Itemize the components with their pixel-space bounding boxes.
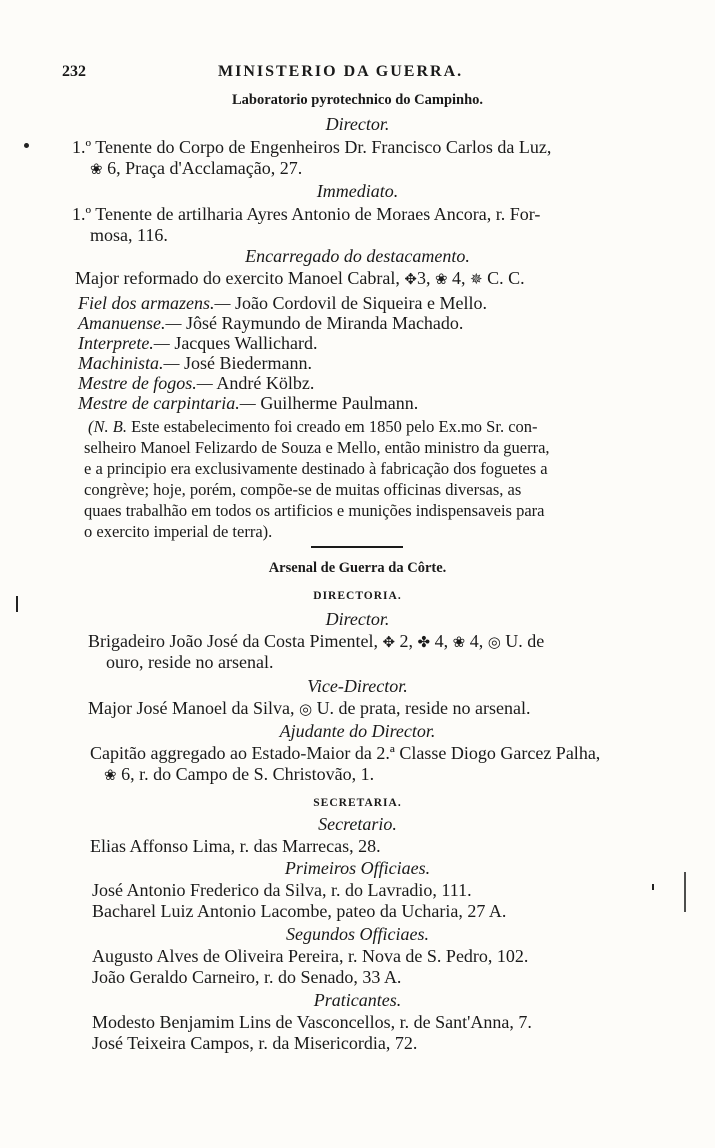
ajudante-heading: Ajudante do Director. bbox=[279, 721, 436, 741]
encarregado-heading: Encarregado do destacamento. bbox=[245, 246, 470, 266]
list-item: João Geraldo Carneiro, r. do Senado, 33 A. bbox=[92, 967, 402, 987]
decoration-value: 2, bbox=[399, 631, 414, 651]
vice-tail: U. de prata, reside no arsenal. bbox=[316, 698, 531, 718]
cross-decoration-icon: ✥ bbox=[404, 270, 417, 288]
primeiros-heading: Primeiros Officiaes. bbox=[284, 858, 431, 878]
vice-text: Major José Manoel da Silva, bbox=[88, 698, 295, 718]
note-text: Este estabelecimento foi creado em 1850 pelo Ex.mo Sr. con- bbox=[131, 417, 538, 436]
section-title-laboratorio: Laboratorio pyrotechnico do Campinho. bbox=[231, 92, 484, 108]
secretaria-heading: SECRETARIA. bbox=[313, 797, 402, 809]
ajudante-entry-cont bbox=[104, 764, 374, 785]
scan-speck bbox=[24, 143, 29, 148]
rose-decoration-icon: ❀ bbox=[452, 633, 466, 651]
rose-decoration-icon: ❀ bbox=[434, 270, 448, 288]
note-line: e a principio era exclusivamente destinado à fabricação dos foguetes a bbox=[84, 459, 548, 478]
note-line: quaes trabalhão em todos os artificios e munições indispensaveis para bbox=[84, 501, 545, 520]
running-title: MINISTERIO DA GUERRA. bbox=[218, 63, 464, 80]
section-title-arsenal: Arsenal de Guerra da Côrte. bbox=[268, 560, 447, 576]
decoration-value: C. C. bbox=[487, 268, 525, 288]
staff-role: Amanuense.— bbox=[78, 313, 182, 333]
staff-role: Fiel dos armazens.— bbox=[78, 293, 231, 313]
cross-decoration-icon: ✥ bbox=[382, 633, 396, 651]
decoration-value: 4, bbox=[434, 631, 449, 651]
staff-row bbox=[78, 393, 418, 413]
staff-name: Guilherme Paulmann. bbox=[260, 393, 419, 413]
vice-director-entry bbox=[88, 698, 530, 719]
directoria-heading: DIRECTORIA. bbox=[313, 590, 402, 602]
staff-row bbox=[78, 333, 317, 353]
list-item: José Teixeira Campos, r. da Misericordia, 72. bbox=[92, 1033, 418, 1053]
rose-decoration-icon: ❀ bbox=[104, 766, 117, 784]
encarregado-text: Major reformado do exercito Manoel Cabral, bbox=[75, 268, 400, 288]
staff-role: Interprete.— bbox=[78, 333, 170, 353]
note-label: (N. B. bbox=[88, 417, 127, 436]
ajudante-entry: Capitão aggregado ao Estado-Maior da 2.ª Classe Diogo Garcez Palha, bbox=[90, 743, 601, 763]
immediato-entry: 1.º Tenente de artilharia Ayres Antonio de Moraes Ancora, r. For- bbox=[72, 204, 541, 224]
praticantes-heading: Praticantes. bbox=[313, 990, 402, 1010]
page-number: 232 bbox=[62, 63, 86, 80]
director-entry: 1.º Tenente do Corpo de Engenheiros Dr. Francisco Carlos da Luz, bbox=[72, 137, 552, 157]
staff-row bbox=[78, 313, 463, 333]
staff-name: Jacques Wallichard. bbox=[174, 333, 318, 353]
scan-speck bbox=[652, 884, 654, 890]
decoration-value: 4, bbox=[469, 631, 484, 651]
director-address: 6, Praça d'Acclamação, 27. bbox=[107, 158, 303, 178]
order-decoration-icon: ❀ bbox=[90, 160, 103, 178]
director-entry-cont bbox=[90, 158, 302, 179]
staff-name: José Biedermann. bbox=[184, 353, 312, 373]
list-item: Bacharel Luiz Antonio Lacombe, pateo da Ucharia, 27 A. bbox=[92, 901, 507, 921]
star-decoration-icon: ✤ bbox=[417, 633, 431, 651]
note-line: selheiro Manoel Felizardo de Souza e Mello, então ministro da guerra, bbox=[84, 438, 550, 457]
staff-row bbox=[78, 373, 314, 393]
vice-director-heading: Vice-Director. bbox=[307, 676, 408, 696]
arsenal-director-entry bbox=[88, 631, 544, 652]
immediato-heading: Immediato. bbox=[316, 181, 399, 201]
list-item: Augusto Alves de Oliveira Pereira, r. Nova de S. Pedro, 102. bbox=[92, 946, 529, 966]
star-decoration-icon: ✵ bbox=[470, 270, 483, 288]
scan-mark bbox=[16, 596, 18, 612]
decoration-value: 3, bbox=[416, 268, 431, 288]
staff-name: Jôsé Raymundo de Miranda Machado. bbox=[185, 313, 464, 333]
staff-name: João Cordovil de Siqueira e Mello. bbox=[235, 293, 487, 313]
staff-role: Mestre de carpintaria.— bbox=[78, 393, 256, 413]
medal-icon: ◎ bbox=[298, 700, 313, 718]
staff-role: Mestre de fogos.— bbox=[78, 373, 213, 393]
director-tail: U. de bbox=[505, 631, 545, 651]
secretario-heading: Secretario. bbox=[318, 814, 397, 834]
scan-mark bbox=[684, 872, 686, 912]
note-line: congrève; hoje, porém, compõe-se de muitas officinas diversas, as bbox=[84, 480, 522, 499]
note-line bbox=[88, 417, 538, 437]
medal-icon: ◎ bbox=[487, 633, 501, 651]
immediato-entry-cont: mosa, 116. bbox=[90, 225, 168, 245]
staff-name: André Kölbz. bbox=[216, 373, 315, 393]
arsenal-director-cont: ouro, reside no arsenal. bbox=[106, 652, 274, 672]
section-divider bbox=[311, 546, 403, 548]
encarregado-entry bbox=[75, 268, 525, 289]
secretario-entry: Elias Affonso Lima, r. das Marrecas, 28. bbox=[90, 836, 381, 856]
staff-row bbox=[78, 293, 487, 313]
staff-role: Machinista.— bbox=[78, 353, 180, 373]
decoration-value: 4, bbox=[452, 268, 466, 288]
arsenal-director-heading: Director. bbox=[325, 609, 390, 629]
ajudante-address: 6, r. do Campo de S. Christovão, 1. bbox=[121, 764, 375, 784]
director-text: Brigadeiro João José da Costa Pimentel, bbox=[88, 631, 378, 651]
segundos-heading: Segundos Officiaes. bbox=[286, 924, 429, 944]
list-item: José Antonio Frederico da Silva, r. do Lavradio, 111. bbox=[92, 880, 472, 900]
note-line: o exercito imperial de terra). bbox=[84, 522, 273, 541]
list-item: Modesto Benjamim Lins de Vasconcellos, r. de Sant'Anna, 7. bbox=[92, 1012, 532, 1032]
staff-row bbox=[78, 353, 312, 373]
director-heading: Director. bbox=[325, 114, 390, 134]
